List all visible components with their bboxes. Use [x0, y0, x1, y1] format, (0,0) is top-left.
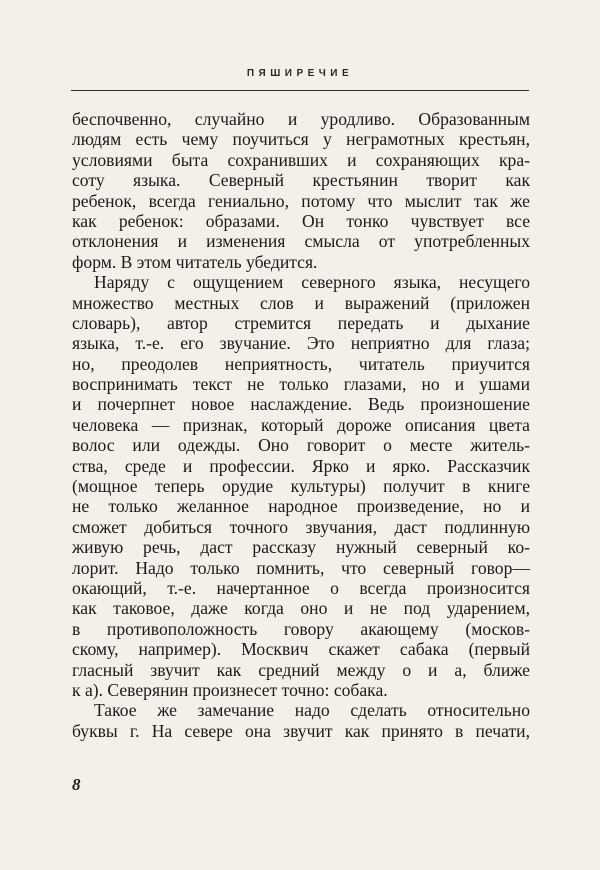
text-line: живую речь, даст рассказу нужный северный ко- [72, 537, 530, 558]
text-line: условиями быта сохранивших и сохраняющих кра- [72, 149, 530, 170]
text-line: ства, среде и професcии. Ярко и ярко. Рассказчик [72, 455, 530, 476]
text-line: не только желанное народное произведение, но и [72, 496, 530, 517]
text-line: воспринимать текст не только глазами, но и ушами [72, 374, 530, 395]
text-line: языка, т.-е. его звучание. Это неприятно для глаза; [72, 333, 530, 354]
text-line: и почерпнет новое наслаждение. Ведь произношение [72, 394, 530, 415]
text-line: множество местных слов и выражений (приложен [72, 292, 530, 313]
text-line: (мощное теперь орудие культуры) получит в книге [72, 476, 530, 497]
text-line: форм. В этом читатель убедится. [72, 251, 318, 272]
text-line: скому, например). Москвич скажет сабака (первый [72, 639, 530, 660]
page-number: 8 [72, 775, 81, 794]
body-text [72, 109, 530, 741]
text-line: отклонения и изменения смысла от употребленных [72, 231, 530, 252]
text-line: соту языка. Северный крестьянин творит как [72, 170, 530, 191]
text-line: людям есть чему поучиться у неграмотных крестьян, [72, 129, 530, 150]
text-line: человека — признак, который дороже описания цвета [72, 414, 530, 435]
text-line: но, преодолев неприятность, читатель приучится [72, 353, 530, 374]
text-line: как таковое, даже когда оно и не под ударением, [72, 598, 530, 619]
text-line: словарь), автор стремится передать и дыхание [72, 312, 530, 333]
text-line: буквы г. На севере она звучит как принято в печати, [72, 720, 530, 741]
text-line: окающий, т.-е. начертанное о всегда произносится [72, 577, 530, 598]
running-head: ПЯШИРЕЧИЕ [246, 68, 354, 79]
text-line: к а). Северянин произнесет точно: собака. [72, 679, 388, 700]
text-line: сможет добиться точного звучания, даст подлинную [72, 516, 530, 537]
text-line: волос или одежды. Оно говорит о месте житель- [72, 435, 530, 456]
text-line: в противоположность говору акающему (москов- [72, 618, 530, 639]
text-line: Такое же замечание надо сделать относительно [94, 700, 530, 721]
header-rule [71, 90, 529, 91]
text-line: Наряду с ощущением северного языка, несущего [94, 272, 530, 293]
text-line: гласный звучит как средний между о и а, ближе [72, 659, 530, 680]
text-line: ребенок, всегда гениально, потому что мыслит так же [72, 190, 530, 211]
text-line: как ребенок: образами. Он тонко чувствует все [72, 210, 530, 231]
text-line: лорит. Надо только помнить, что северный говор— [72, 557, 530, 578]
text-line: беспочвенно, случайно и уродливо. Образованным [72, 109, 530, 129]
